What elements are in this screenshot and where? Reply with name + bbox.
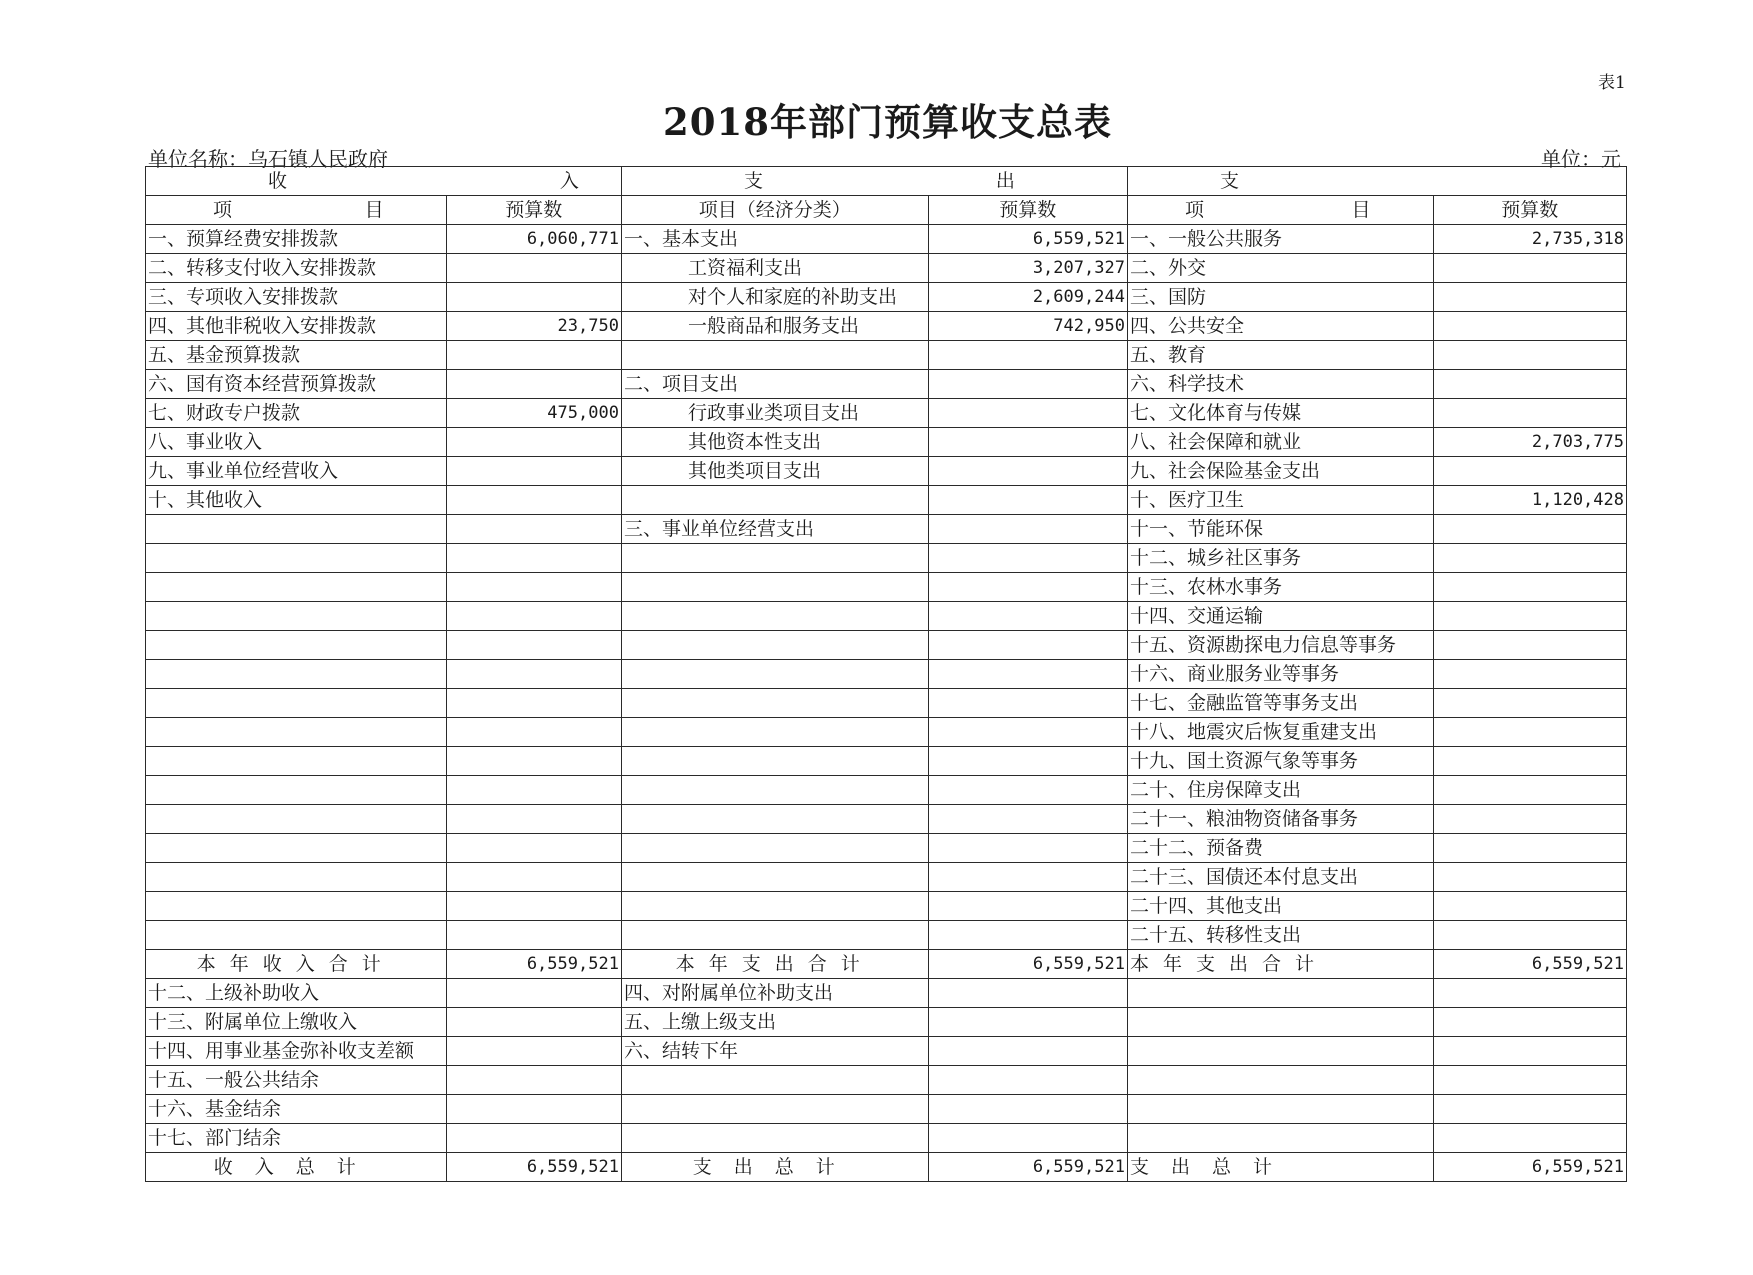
table-row xyxy=(146,283,1627,312)
func-expense-amount xyxy=(1433,312,1626,341)
func-expense-item: 七、文化体育与传媒 xyxy=(1127,399,1433,428)
income-item-header: 项 目 xyxy=(146,196,447,225)
table-row xyxy=(146,1008,1627,1037)
econ-expense-amount xyxy=(928,718,1127,747)
currency-unit: 单位：元 xyxy=(1541,147,1621,171)
func-expense-amount xyxy=(1433,457,1626,486)
econ-expense-amount xyxy=(928,747,1127,776)
econ-expense-item xyxy=(621,1095,928,1124)
income-item xyxy=(146,805,447,834)
budget-summary-table xyxy=(145,166,1627,1182)
income-budget-header: 预算数 xyxy=(446,196,621,225)
econ-expense-item: 二、项目支出 xyxy=(621,370,928,399)
func-expense-item: 二十一、粮油物资储备事务 xyxy=(1127,805,1433,834)
table-row xyxy=(146,979,1627,1008)
econ-expense-amount xyxy=(928,921,1127,950)
subtotal-row xyxy=(146,950,1627,979)
econ-expense-amount: 3,207,327 xyxy=(928,254,1127,283)
func-expense-amount xyxy=(1433,631,1626,660)
func-expense-item: 五、教育 xyxy=(1127,341,1433,370)
func-expense-item: 十一、节能环保 xyxy=(1127,515,1433,544)
income-item xyxy=(146,921,447,950)
econ-expense-amount xyxy=(928,544,1127,573)
econ-subtotal-amount: 6,559,521 xyxy=(928,950,1127,979)
econ-expense-amount xyxy=(928,1037,1127,1066)
econ-subtotal-label: 本年支出合计 xyxy=(621,950,928,979)
econ-expense-item: 其他资本性支出 xyxy=(621,428,928,457)
econ-expense-item xyxy=(621,573,928,602)
func-expense-amount xyxy=(1433,1037,1626,1066)
income-item: 十三、附属单位上缴收入 xyxy=(146,1008,447,1037)
income-item xyxy=(146,718,447,747)
func-expense-item xyxy=(1127,979,1433,1008)
econ-expense-amount xyxy=(928,457,1127,486)
table-row xyxy=(146,225,1627,254)
income-item xyxy=(146,747,447,776)
econ-expense-item xyxy=(621,602,928,631)
income-item: 二、转移支付收入安排拨款 xyxy=(146,254,447,283)
income-item: 十四、用事业基金弥补收支差额 xyxy=(146,1037,447,1066)
income-amount xyxy=(446,515,621,544)
income-item xyxy=(146,863,447,892)
econ-expense-amount: 2,609,244 xyxy=(928,283,1127,312)
income-amount xyxy=(446,341,621,370)
table-row xyxy=(146,312,1627,341)
table-row xyxy=(146,544,1627,573)
income-item xyxy=(146,689,447,718)
func-expense-amount xyxy=(1433,602,1626,631)
income-amount xyxy=(446,805,621,834)
econ-expense-amount: 742,950 xyxy=(928,312,1127,341)
econ-expense-item xyxy=(621,660,928,689)
econ-expense-amount xyxy=(928,863,1127,892)
econ-expense-item xyxy=(621,805,928,834)
income-item xyxy=(146,834,447,863)
econ-expense-amount xyxy=(928,660,1127,689)
econ-expense-item xyxy=(621,486,928,515)
func-expense-item xyxy=(1127,1008,1433,1037)
econ-total-label: 支出总计 xyxy=(621,1153,928,1182)
income-amount: 23,750 xyxy=(446,312,621,341)
income-amount xyxy=(446,1095,621,1124)
income-amount: 6,060,771 xyxy=(446,225,621,254)
table-row xyxy=(146,1124,1627,1153)
income-item xyxy=(146,892,447,921)
econ-expense-item: 一、基本支出 xyxy=(621,225,928,254)
table-row xyxy=(146,805,1627,834)
income-item xyxy=(146,515,447,544)
func-expense-item: 四、公共安全 xyxy=(1127,312,1433,341)
table-row xyxy=(146,718,1627,747)
func-expense-item: 三、国防 xyxy=(1127,283,1433,312)
income-amount xyxy=(446,457,621,486)
func-expense-amount xyxy=(1433,254,1626,283)
func-expense-amount xyxy=(1433,1066,1626,1095)
document-title: 2018年部门预算收支总表 xyxy=(663,100,1112,144)
econ-expense-item xyxy=(621,689,928,718)
func-expense-item: 十八、地震灾后恢复重建支出 xyxy=(1127,718,1433,747)
econ-expense-item: 对个人和家庭的补助支出 xyxy=(621,283,928,312)
table-row xyxy=(146,602,1627,631)
func-item-header: 项 目 xyxy=(1127,196,1433,225)
func-expense-item: 十九、国土资源气象等事务 xyxy=(1127,747,1433,776)
table-row xyxy=(146,486,1627,515)
func-expense-item: 十三、农林水事务 xyxy=(1127,573,1433,602)
econ-expense-amount xyxy=(928,1124,1127,1153)
econ-expense-amount xyxy=(928,428,1127,457)
func-expense-amount xyxy=(1433,283,1626,312)
income-item: 十二、上级补助收入 xyxy=(146,979,447,1008)
income-item xyxy=(146,660,447,689)
income-item: 五、基金预算拨款 xyxy=(146,341,447,370)
econ-expense-amount xyxy=(928,341,1127,370)
table-row xyxy=(146,399,1627,428)
econ-expense-amount xyxy=(928,602,1127,631)
table-number-label: 表1 xyxy=(1598,73,1626,93)
income-item: 八、事业收入 xyxy=(146,428,447,457)
econ-expense-item xyxy=(621,863,928,892)
func-expense-item: 十二、城乡社区事务 xyxy=(1127,544,1433,573)
econ-expense-item: 其他类项目支出 xyxy=(621,457,928,486)
econ-expense-amount xyxy=(928,631,1127,660)
econ-expense-amount xyxy=(928,370,1127,399)
income-item: 一、预算经费安排拨款 xyxy=(146,225,447,254)
income-item: 九、事业单位经营收入 xyxy=(146,457,447,486)
func-expense-item: 十、医疗卫生 xyxy=(1127,486,1433,515)
func-expense-item: 八、社会保障和就业 xyxy=(1127,428,1433,457)
func-total-label: 支出总计 xyxy=(1127,1153,1433,1182)
func-total-amount: 6,559,521 xyxy=(1433,1153,1626,1182)
income-amount xyxy=(446,834,621,863)
func-expense-item: 六、科学技术 xyxy=(1127,370,1433,399)
econ-budget-header: 预算数 xyxy=(928,196,1127,225)
func-expense-amount xyxy=(1433,370,1626,399)
func-expense-item: 二十四、其他支出 xyxy=(1127,892,1433,921)
func-expense-item xyxy=(1127,1037,1433,1066)
econ-total-amount: 6,559,521 xyxy=(928,1153,1127,1182)
income-amount xyxy=(446,254,621,283)
econ-expense-item xyxy=(621,921,928,950)
func-expense-amount xyxy=(1433,660,1626,689)
income-amount xyxy=(446,892,621,921)
func-expense-item xyxy=(1127,1124,1433,1153)
expense-group-header: 支 出 xyxy=(621,167,1127,196)
func-expense-amount xyxy=(1433,834,1626,863)
econ-expense-item xyxy=(621,834,928,863)
func-expense-item: 二十、住房保障支出 xyxy=(1127,776,1433,805)
income-amount xyxy=(446,1124,621,1153)
func-subtotal-label: 本年支出合计 xyxy=(1127,950,1433,979)
econ-expense-item xyxy=(621,776,928,805)
table-row xyxy=(146,921,1627,950)
table-row xyxy=(146,689,1627,718)
econ-expense-amount xyxy=(928,573,1127,602)
econ-expense-amount xyxy=(928,689,1127,718)
income-item: 十五、一般公共结余 xyxy=(146,1066,447,1095)
econ-expense-amount xyxy=(928,1095,1127,1124)
econ-expense-amount: 6,559,521 xyxy=(928,225,1127,254)
func-budget-header: 预算数 xyxy=(1433,196,1626,225)
func-expense-amount xyxy=(1433,776,1626,805)
func-subtotal-amount: 6,559,521 xyxy=(1433,950,1626,979)
econ-item-header: 项目（经济分类） xyxy=(621,196,928,225)
func-expense-amount xyxy=(1433,399,1626,428)
income-item: 十、其他收入 xyxy=(146,486,447,515)
table-row xyxy=(146,892,1627,921)
income-amount xyxy=(446,1066,621,1095)
table-row xyxy=(146,457,1627,486)
income-amount xyxy=(446,1008,621,1037)
table-row xyxy=(146,1037,1627,1066)
table-row xyxy=(146,573,1627,602)
table-row xyxy=(146,747,1627,776)
income-item: 七、财政专户拨款 xyxy=(146,399,447,428)
func-expense-item: 二十五、转移性支出 xyxy=(1127,921,1433,950)
table-row xyxy=(146,1095,1627,1124)
econ-expense-item xyxy=(621,1124,928,1153)
econ-expense-amount xyxy=(928,399,1127,428)
table-row xyxy=(146,428,1627,457)
econ-expense-item: 五、上缴上级支出 xyxy=(621,1008,928,1037)
income-amount xyxy=(446,283,621,312)
func-expense-item: 九、社会保险基金支出 xyxy=(1127,457,1433,486)
unit-name: 单位名称：乌石镇人民政府 xyxy=(148,147,388,171)
header-row-2 xyxy=(146,196,1627,225)
econ-expense-amount xyxy=(928,515,1127,544)
func-expense-amount xyxy=(1433,863,1626,892)
func-expense-item: 十七、金融监管等事务支出 xyxy=(1127,689,1433,718)
econ-expense-item: 一般商品和服务支出 xyxy=(621,312,928,341)
func-expense-item: 二、外交 xyxy=(1127,254,1433,283)
func-expense-amount xyxy=(1433,892,1626,921)
income-amount xyxy=(446,370,621,399)
income-item: 六、国有资本经营预算拨款 xyxy=(146,370,447,399)
func-expense-item: 一、一般公共服务 xyxy=(1127,225,1433,254)
income-subtotal-amount: 6,559,521 xyxy=(446,950,621,979)
table-row xyxy=(146,631,1627,660)
econ-expense-item: 工资福利支出 xyxy=(621,254,928,283)
econ-expense-amount xyxy=(928,979,1127,1008)
table-row xyxy=(146,370,1627,399)
income-amount xyxy=(446,631,621,660)
income-amount xyxy=(446,486,621,515)
income-amount xyxy=(446,1037,621,1066)
table-row xyxy=(146,660,1627,689)
income-amount xyxy=(446,573,621,602)
table-row xyxy=(146,863,1627,892)
econ-expense-item xyxy=(621,892,928,921)
income-amount xyxy=(446,747,621,776)
func-expense-amount: 2,703,775 xyxy=(1433,428,1626,457)
table-row xyxy=(146,776,1627,805)
income-total-amount: 6,559,521 xyxy=(446,1153,621,1182)
econ-expense-amount xyxy=(928,834,1127,863)
income-total-label: 收入总计 xyxy=(146,1153,447,1182)
income-group-header: 收 入 xyxy=(146,167,622,196)
func-expense-item: 十四、交通运输 xyxy=(1127,602,1433,631)
func-expense-item: 二十三、国债还本付息支出 xyxy=(1127,863,1433,892)
econ-expense-amount xyxy=(928,1066,1127,1095)
income-amount xyxy=(446,979,621,1008)
income-item xyxy=(146,631,447,660)
income-item: 十六、基金结余 xyxy=(146,1095,447,1124)
econ-expense-item xyxy=(621,718,928,747)
income-item: 三、专项收入安排拨款 xyxy=(146,283,447,312)
econ-expense-item: 三、事业单位经营支出 xyxy=(621,515,928,544)
income-item xyxy=(146,602,447,631)
income-amount xyxy=(446,660,621,689)
functional-group-header: 支 xyxy=(1127,167,1626,196)
income-amount xyxy=(446,718,621,747)
income-amount xyxy=(446,689,621,718)
func-expense-amount xyxy=(1433,1008,1626,1037)
income-item: 四、其他非税收入安排拨款 xyxy=(146,312,447,341)
table-row xyxy=(146,1066,1627,1095)
func-expense-amount xyxy=(1433,979,1626,1008)
econ-expense-item xyxy=(621,747,928,776)
func-expense-amount xyxy=(1433,1095,1626,1124)
econ-expense-amount xyxy=(928,486,1127,515)
table-row xyxy=(146,341,1627,370)
table-row xyxy=(146,834,1627,863)
income-item xyxy=(146,776,447,805)
func-expense-amount xyxy=(1433,718,1626,747)
func-expense-item xyxy=(1127,1095,1433,1124)
income-amount xyxy=(446,428,621,457)
income-amount xyxy=(446,863,621,892)
econ-expense-amount xyxy=(928,892,1127,921)
func-expense-amount: 1,120,428 xyxy=(1433,486,1626,515)
func-expense-item: 十六、商业服务业等事务 xyxy=(1127,660,1433,689)
table-row xyxy=(146,254,1627,283)
func-expense-amount xyxy=(1433,515,1626,544)
income-amount xyxy=(446,776,621,805)
func-expense-amount xyxy=(1433,573,1626,602)
income-amount: 475,000 xyxy=(446,399,621,428)
income-item: 十七、部门结余 xyxy=(146,1124,447,1153)
econ-expense-item xyxy=(621,631,928,660)
func-expense-item: 二十二、预备费 xyxy=(1127,834,1433,863)
econ-expense-item: 行政事业类项目支出 xyxy=(621,399,928,428)
func-expense-amount xyxy=(1433,805,1626,834)
econ-expense-item xyxy=(621,544,928,573)
econ-expense-item: 四、对附属单位补助支出 xyxy=(621,979,928,1008)
table-row xyxy=(146,515,1627,544)
func-expense-amount xyxy=(1433,921,1626,950)
income-amount xyxy=(446,544,621,573)
func-expense-item: 十五、资源勘探电力信息等事务 xyxy=(1127,631,1433,660)
func-expense-amount xyxy=(1433,341,1626,370)
income-item xyxy=(146,573,447,602)
econ-expense-item xyxy=(621,341,928,370)
econ-expense-amount xyxy=(928,805,1127,834)
grand-total-row xyxy=(146,1153,1627,1182)
econ-expense-item: 六、结转下年 xyxy=(621,1037,928,1066)
econ-expense-amount xyxy=(928,1008,1127,1037)
income-amount xyxy=(446,602,621,631)
func-expense-item xyxy=(1127,1066,1433,1095)
func-expense-amount: 2,735,318 xyxy=(1433,225,1626,254)
income-amount xyxy=(446,921,621,950)
income-item xyxy=(146,544,447,573)
func-expense-amount xyxy=(1433,1124,1626,1153)
func-expense-amount xyxy=(1433,747,1626,776)
func-expense-amount xyxy=(1433,544,1626,573)
func-expense-amount xyxy=(1433,689,1626,718)
income-subtotal-label: 本年收入合计 xyxy=(146,950,447,979)
econ-expense-amount xyxy=(928,776,1127,805)
header-row-1 xyxy=(146,167,1627,196)
econ-expense-item xyxy=(621,1066,928,1095)
